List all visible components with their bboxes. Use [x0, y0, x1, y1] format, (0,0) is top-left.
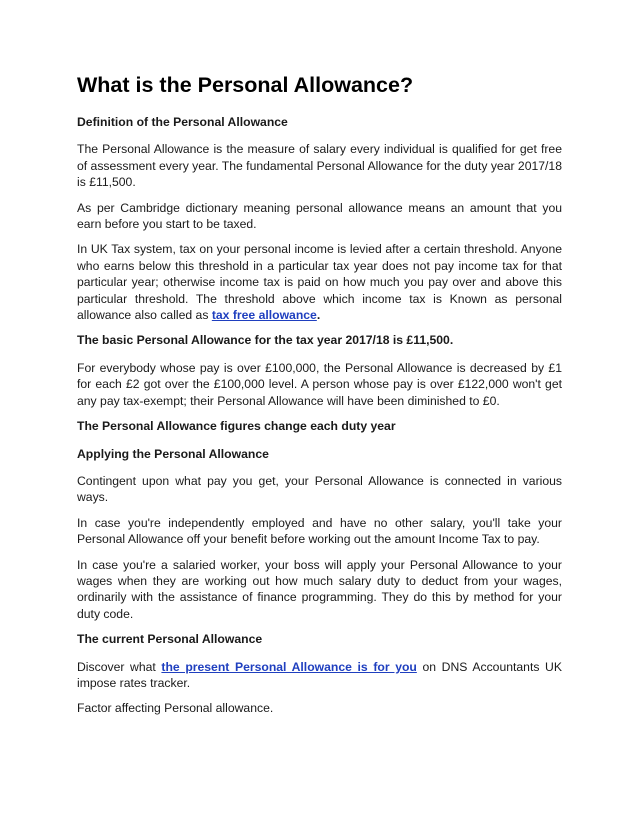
- tax-free-allowance-link[interactable]: tax free allowance: [211, 308, 317, 323]
- paragraph-uk-tax-text: In UK Tax system, tax on your personal income is levied after a certain threshold. Anyone who earns below this threshold in a particular tax year does not pay income tax for that particular year; otherwise income tax is paid on how much you pay over and above this particular threshold. The threshold above which income tax is Known as personal allowance also called as: [77, 242, 562, 323]
- paragraph-period: .: [316, 308, 321, 323]
- heading-applying: Applying the Personal Allowance: [77, 446, 269, 461]
- paragraph-discover-end: on DNS Accountants UK impose rates tracker.: [77, 659, 562, 690]
- heading-figures-change: The Personal Allowance figures change each duty year: [77, 419, 396, 434]
- heading-basic-allowance: The basic Personal Allowance for the tax year 2017/18 is £11,500.: [77, 333, 454, 348]
- paragraph-reduction: For everybody whose pay is over £100,000, the Personal Allowance is decreased by £1 for each £2 got over the £100,000 level. A person whose pay is over £122,000 won't get any pay tax-exempt; their Personal Allowance will have been diminished to £0.: [77, 360, 562, 408]
- paragraph-contingent: Contingent upon what pay you get, your Personal Allowance is connected in various ways.: [77, 473, 562, 505]
- paragraph-discover: [77, 659, 562, 692]
- heading-definition: Definition of the Personal Allowance: [77, 115, 288, 129]
- page-title: What is the Personal Allowance?: [77, 73, 414, 97]
- paragraph-factor: Factor affecting Personal allowance.: [77, 701, 274, 716]
- paragraph-cambridge: As per Cambridge dictionary meaning personal allowance means an amount that you earn before you start to be taxed.: [77, 200, 562, 232]
- paragraph-self-employed: In case you're independently employed and have no other salary, you'll take your Personal Allowance off your benefit before working out the amount Income Tax to pay.: [77, 515, 562, 547]
- paragraph-salaried-worker: In case you're a salaried worker, your boss will apply your Personal Allowance to your wages when they are working out how much salary duty to deduct from your wages, ordinarily with the assistance of finance programming. They do this by method for your duty code.: [77, 557, 562, 621]
- paragraph-discover-start: Discover what: [77, 659, 162, 674]
- paragraph-definition: The Personal Allowance is the measure of salary every individual is qualified for get free of assessment every year. The fundamental Personal Allowance for the duty year 2017/18 is £11,500.: [77, 142, 562, 190]
- document-page: [77, 72, 562, 726]
- heading-current-allowance: The current Personal Allowance: [77, 632, 263, 647]
- present-allowance-link[interactable]: the present Personal Allowance is for you: [161, 659, 417, 674]
- paragraph-uk-tax-system: [77, 241, 562, 323]
